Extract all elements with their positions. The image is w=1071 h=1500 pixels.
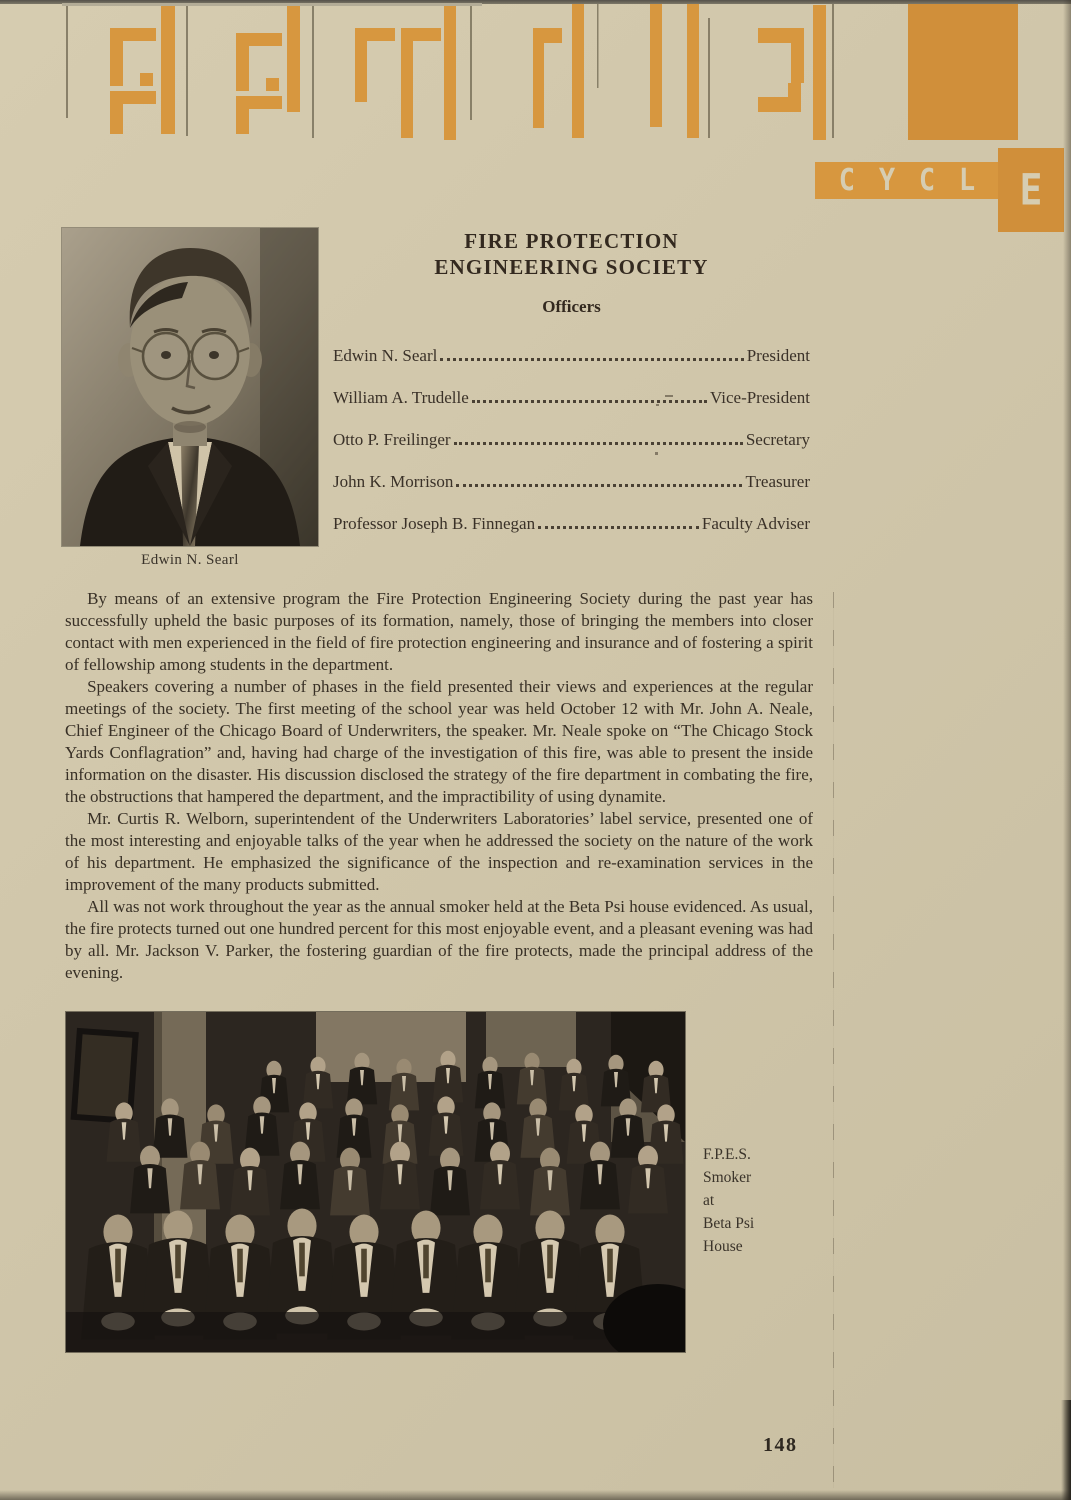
scan-edge-bottom: [0, 1490, 1071, 1500]
caption-line: Beta Psi: [703, 1215, 755, 1232]
group-photo: [66, 1012, 685, 1352]
scan-speck: [655, 452, 658, 455]
cycle-banner-e-block: [998, 148, 1064, 232]
officer-name: Otto P. Freilinger: [333, 430, 451, 449]
title-line-2: ENGINEERING SOCIETY: [434, 255, 709, 279]
caption-line: House: [703, 1238, 743, 1255]
society-section: [333, 228, 810, 535]
cycle-letter: E: [1019, 165, 1043, 215]
scan-edge-top-highlight: [62, 3, 482, 6]
scan-edge-right-corner: [1061, 1400, 1071, 1500]
caption-line: F.P.E.S.: [703, 1146, 751, 1163]
article-body: [65, 588, 813, 1012]
dot-leader: [456, 484, 742, 487]
scan-speck: [665, 395, 673, 397]
caption-line: Smoker: [703, 1169, 752, 1186]
officer-row: [333, 367, 810, 409]
officer-name: William A. Trudelle: [333, 388, 469, 407]
officer-row: [333, 451, 810, 493]
page-number: 148: [763, 1434, 798, 1456]
dot-leader: [454, 442, 743, 445]
cycle-banner: [815, 162, 999, 199]
caption-line: at: [703, 1192, 715, 1209]
dot-leader: [472, 400, 707, 403]
officer-name: Professor Joseph B. Finnegan: [333, 514, 536, 533]
officer-row: [333, 325, 810, 367]
dot-leader: [538, 526, 699, 529]
officer-name: Edwin N. Searl: [333, 346, 438, 365]
paragraph: All was not work throughout the year as the annual smoker held at the Beta Psi house evidenced. As usual, the fire protects turned out one hundred percent for this most enjoyable event, and a pleasant evening was had by all. Mr. Jackson V. Parker, the fostering guardian of the fire protects, made the principal address of the evening.: [65, 897, 813, 982]
paragraph: By means of an extensive program the Fire Protection Engineering Society during the past year has successfully upheld the basic purposes of its formation, namely, those of bringing the members into closer contact with men experienced in the field of fire protection engineering and insurance and of fostering a spirit of fellowship among students in the department.: [65, 589, 813, 674]
officer-row: [333, 409, 810, 451]
group-photo-caption: [703, 1143, 754, 1258]
header-orange-block: [908, 0, 1018, 140]
paragraph: Mr. Curtis R. Welborn, superintendent of the Underwriters Laboratories’ label service, presented one of the most interesting and enjoyable talks of the year when he addressed the society on the nature of the work of his department. He emphasized the significance of the inspection and re-examination services in the improvement of the many products submitted.: [65, 809, 813, 894]
scan-fold-line: [833, 592, 834, 1488]
officer-title: Faculty Adviser: [701, 514, 810, 533]
officer-name: John K. Morrison: [333, 472, 454, 491]
officers-heading: Officers: [542, 297, 601, 316]
portrait-caption: Edwin N. Searl: [141, 552, 239, 568]
officer-row: [333, 493, 810, 535]
cycle-letter: Y: [878, 163, 896, 198]
dot-leader: [440, 358, 743, 361]
officer-title: Vice-President: [710, 388, 810, 407]
officers-list: [333, 325, 810, 535]
scan-edge-right: [1063, 0, 1071, 1500]
cycle-letter: C: [918, 163, 936, 198]
officer-title: Secretary: [745, 430, 810, 449]
title-line-1: FIRE PROTECTION: [464, 229, 679, 253]
scan-speck: [656, 404, 659, 406]
paragraph: Speakers covering a number of phases in the field presented their views and experiences at the regular meetings of the society. The first meeting of the school year was held October 12 with Mr. John A. Neale, Chief Engineer of the Chicago Board of Underwriters, the speaker. Mr. Neale spoke on “The Chicago Stock Yards Conflagration” and, having had charge of the investigation of this fire, was able to present the inside information on the disaster. His discussion disclosed the strategy of the fire department in combating the fire, the obstructions that hampered the department, and the impractibility of using dynamite.: [65, 677, 813, 806]
officer-title: President: [746, 346, 810, 365]
page-title: [333, 228, 810, 280]
cycle-letter: C: [838, 163, 856, 198]
portrait-photo: [62, 228, 318, 546]
cycle-letter: L: [958, 163, 976, 198]
officer-title: Treasurer: [745, 472, 810, 491]
